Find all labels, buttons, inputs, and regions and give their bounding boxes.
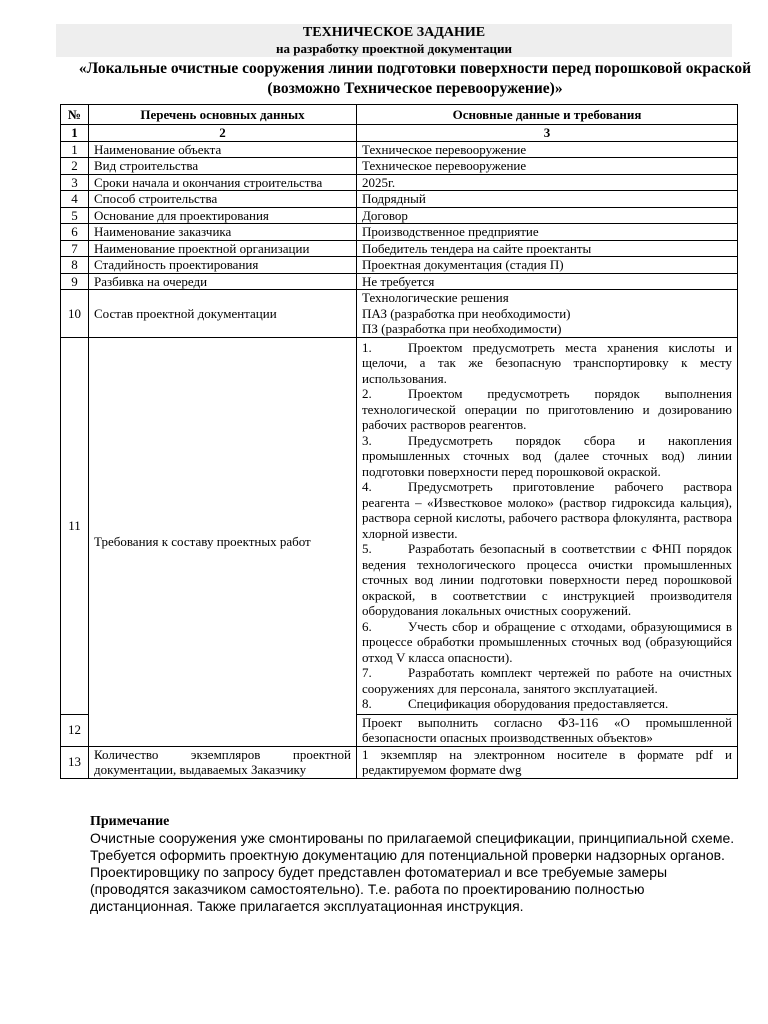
row-name: Стадийность проектирования	[89, 257, 357, 274]
doc-section-line: ПАЗ (разработка при необходимости)	[362, 305, 571, 321]
row-value: Договор	[357, 207, 738, 224]
table-row	[61, 273, 738, 290]
row-value: Техническое перевооружение	[357, 141, 738, 158]
table-row	[61, 174, 738, 191]
row-number: 2	[61, 158, 89, 175]
row-number: 9	[61, 273, 89, 290]
row-name: Наименование заказчика	[89, 224, 357, 241]
table-row	[61, 257, 738, 274]
index-cell: 2	[89, 125, 357, 142]
item-text: Разработать безопасный в соответствии с ФНП порядок ведения технологического процесса очистки промышленных сточных вод линии подготовки поверхности перед порошковой окраской, в соответствии с инструкцией производителя оборудования локальных очистных сооружений.	[362, 541, 732, 618]
row-value: 2025г.	[357, 174, 738, 191]
row-name: Наименование объекта	[89, 141, 357, 158]
header-requirements: Основные данные и требования	[357, 105, 738, 125]
item-number: 5.	[362, 541, 372, 556]
row-name: Разбивка на очереди	[89, 273, 357, 290]
project-subject: «Локальные очистные сооружения линии подготовки поверхности перед порошковой окраской (возможно Техническое перевооружение)»	[78, 60, 752, 97]
row-value: Не требуется	[357, 273, 738, 290]
row-name: Способ строительства	[89, 191, 357, 208]
doc-section-line: Технологические решения	[362, 290, 509, 305]
requirements-list	[357, 337, 738, 714]
row-number: 13	[61, 746, 89, 778]
note-text: Очистные сооружения уже смонтированы по прилагаемой спецификации, принципиальной схеме. Требуется оформить проектную документацию для потенциальной проверки надзорных органов. Проектировщику по запросу будет представлен фотоматериал и все требуемые замеры (проводятся заказчиком самостоятельно). Т.е. работа по проектированию полностью дистанционная. Также прилагается эксплуатационная инструкция.	[90, 830, 735, 914]
header-data-list: Перечень основных данных	[89, 105, 357, 125]
row-number: 4	[61, 191, 89, 208]
index-cell: 1	[61, 125, 89, 142]
item-text: Предусмотреть приготовление рабочего раствора реагента – «Известковое молоко» (раствор гидроксида кальция), раствора серной кислоты, рабочего раствора флокулянта, раствора хлорной извести.	[362, 479, 732, 541]
item-number: 3.	[362, 432, 372, 448]
row-name: Требования к составу проектных работ	[89, 337, 357, 746]
item-number: 1.	[362, 339, 372, 355]
document-subtitle: на разработку проектной документации	[276, 41, 512, 56]
row-number: 11	[61, 337, 89, 714]
row-value: Проектная документация (стадия П)	[357, 257, 738, 274]
row-name: Основание для проектирования	[89, 207, 357, 224]
table-row-work-requirements	[61, 337, 738, 714]
index-row	[61, 125, 738, 142]
item-text: Проектом предусмотреть места хранения кислоты и щелочи, а так же безопасную транспортировку к месту использования.	[362, 339, 732, 386]
note-title: Примечание	[90, 814, 170, 829]
list-item	[362, 541, 732, 619]
row-value: Подрядный	[357, 191, 738, 208]
header-number: №	[61, 105, 89, 125]
document-title: ТЕХНИЧЕСКОЕ ЗАДАНИЕ	[302, 25, 486, 40]
row-name: Сроки начала и окончания строительства	[89, 174, 357, 191]
row-name: Состав проектной документации	[89, 290, 357, 338]
list-item	[362, 340, 732, 387]
list-item	[362, 696, 732, 712]
table-header-row	[61, 105, 738, 125]
row-number: 7	[61, 240, 89, 257]
item-text: Проектом предусмотреть порядок выполнения технологической операции по приготовлению и дозированию рабочих растворов реагентов.	[362, 386, 732, 432]
item-text: Учесть сбор и обращение с отходами, образующимися в процессе обработки промышленных сточных вод (образующийся отход V класса опасности).	[362, 618, 732, 665]
row-name: Вид строительства	[89, 158, 357, 175]
list-item	[362, 433, 732, 480]
table-row	[61, 158, 738, 175]
index-cell: 3	[357, 125, 738, 142]
row-number: 12	[61, 714, 89, 746]
row-name: Наименование проектной организации	[89, 240, 357, 257]
row-number: 3	[61, 174, 89, 191]
item-number: 8.	[362, 696, 372, 711]
doc-section-line: ПЗ (разработка при необходимости)	[362, 321, 562, 336]
item-number: 2.	[362, 386, 372, 401]
row-value: Производственное предприятие	[357, 224, 738, 241]
row-value	[357, 290, 738, 338]
row-number: 8	[61, 257, 89, 274]
row-value: Техническое перевооружение	[357, 158, 738, 175]
row-number: 10	[61, 290, 89, 338]
row-number: 5	[61, 207, 89, 224]
table-row	[61, 224, 738, 241]
table-row	[61, 191, 738, 208]
list-item	[362, 619, 732, 666]
requirements-table	[60, 104, 738, 779]
table-row	[61, 141, 738, 158]
row-value: Победитель тендера на сайте проектанты	[357, 240, 738, 257]
list-item	[362, 386, 732, 433]
row-number: 6	[61, 224, 89, 241]
item-number: 4.	[362, 479, 372, 494]
item-text: Разработать комплект чертежей по работе на очистных сооружениях для персонала, занятого эксплуатацией.	[362, 665, 732, 696]
row-value: 1 экземпляр на электронном носителе в формате pdf и редактируемом формате dwg	[357, 746, 738, 778]
table-row	[61, 207, 738, 224]
row-value: Проект выполнить согласно ФЗ-116 «О промышленной безопасности опасных производственных объектов»	[357, 714, 738, 746]
item-text: Спецификация оборудования предоставляется.	[408, 696, 669, 711]
table-row-documentation	[61, 290, 738, 338]
item-number: 6.	[362, 618, 372, 634]
row-name: Количество экземпляров проектной документации, выдаваемых Заказчику	[89, 746, 357, 778]
item-number: 7.	[362, 665, 372, 680]
table-row	[61, 240, 738, 257]
row-number: 1	[61, 141, 89, 158]
item-text: Предусмотреть порядок сбора и накопления промышленных сточных вод (далее сточных вод) линии подготовки поверхности перед порошковой окраской.	[362, 432, 732, 479]
list-item	[362, 665, 732, 696]
title-block	[56, 24, 732, 57]
list-item	[362, 479, 732, 541]
table-row-copies	[61, 746, 738, 778]
